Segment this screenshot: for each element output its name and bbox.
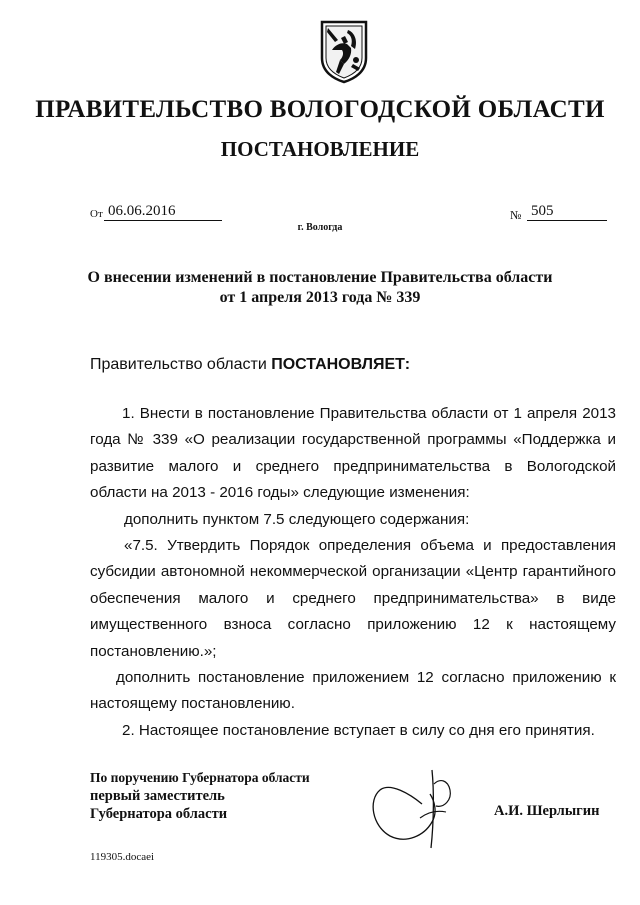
signatory-title xyxy=(90,769,310,823)
intro-colon: : xyxy=(404,356,411,373)
date-prefix: От xyxy=(90,208,103,220)
subject-line-1: О внесении изменений в постановление Правительства области xyxy=(87,269,553,286)
resolution-intro xyxy=(90,356,410,374)
document-number: 505 xyxy=(531,203,554,219)
paragraph-5: 2. Настоящее постановление вступает в силу со дня его принятия. xyxy=(122,721,595,739)
intro-keyword: ПОСТАНОВЛЯЕТ xyxy=(271,356,405,373)
signer-name: А.И. Шерлыгин xyxy=(494,803,600,819)
subject-line-2: от 1 апреля 2013 года № 339 xyxy=(219,289,421,306)
number-prefix: № xyxy=(510,208,522,222)
organization-title: ПРАВИТЕЛЬСТВО ВОЛОГОДСКОЙ ОБЛАСТИ xyxy=(35,96,605,123)
number-field xyxy=(527,203,607,221)
date-field xyxy=(104,203,222,221)
paragraph-2: дополнить пунктом 7.5 следующего содержания: xyxy=(124,510,470,528)
intro-text: Правительство области xyxy=(90,356,272,373)
handwritten-signature xyxy=(360,760,470,852)
document-subject xyxy=(0,268,640,308)
document-date: 06.06.2016 xyxy=(108,203,176,219)
signatory-line-1: По поручению Губернатора области xyxy=(90,770,310,785)
coat-of-arms-emblem xyxy=(318,18,370,84)
document-type: ПОСТАНОВЛЕНИЕ xyxy=(220,137,420,161)
signatory-line-3: Губернатора области xyxy=(90,806,228,822)
document-body xyxy=(90,401,616,744)
file-reference: 119305.docaei xyxy=(90,851,155,863)
paragraph-3: «7.5. Утвердить Порядок определения объема и предоставления субсидии автономной некоммерческой организации «Центр гарантийного обеспечения малого и среднего предпринимательства» в виде имущественного взноса согласно приложению 12 к настоящему постановлению.»; xyxy=(90,537,616,660)
paragraph-4: дополнить постановление приложением 12 согласно приложению к настоящему постановлению. xyxy=(90,669,616,713)
city-label: г. Вологда xyxy=(297,222,343,233)
signatory-line-2: первый заместитель xyxy=(90,788,225,804)
paragraph-1: 1. Внести в постановление Правительства области от 1 апреля 2013 года № 339 «О реализации государственной программы «Поддержка и развитие малого и среднего предпринимательства в Вологодской области на 2013 - 2016 годы» следующие изменения: xyxy=(90,405,616,502)
